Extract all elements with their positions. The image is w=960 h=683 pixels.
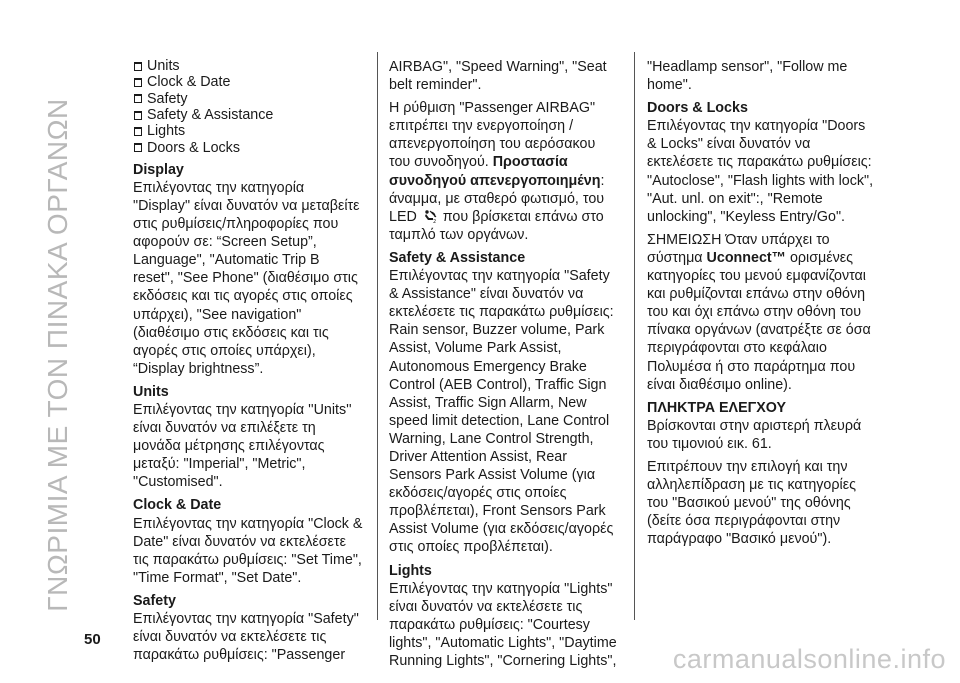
heading-safety-assistance: Safety & Assistance	[389, 249, 526, 266]
bullet-label: Clock & Date	[147, 74, 231, 91]
bullet-item	[133, 107, 363, 123]
passenger-airbag-off-icon	[423, 210, 437, 223]
bullet-item	[133, 123, 363, 139]
note-paragraph	[647, 231, 877, 394]
bullet-item	[133, 91, 363, 107]
airbag-led-text: : άναμμα, με σταθερό φωτισμό, του LED	[389, 172, 605, 225]
bullet-box-icon	[134, 78, 142, 87]
heading-display: Display	[133, 161, 184, 178]
bullet-label: Safety & Assistance	[147, 107, 274, 123]
safety-paragraph: Επιλέγοντας την κατηγορία "Safety" είναι δυνατόν να εκτελέσετε τις παρακάτω ρυθμίσεις: "Passenger	[133, 611, 359, 664]
airbag-location-text: που βρίσκεται επάνω στο ταμπλό των οργάνων.	[389, 208, 604, 243]
lights-paragraph: Επιλέγοντας την κατηγορία "Lights" είναι δυνατόν να εκτελέσετε τις παρακάτω ρυθμίσεις: "Courtesy lights", "Automatic Lights", "Daytime Running Lights", "Cornering Lights",	[389, 580, 617, 669]
bullet-box-icon	[134, 94, 142, 103]
keys-function-paragraph: Επιτρέπουν την επιλογή και την αλληλεπίδραση με τις κατηγορίες του "Βασικού μενού" της οθόνης (δείτε όσα περιγράφονται στην παράγραφο "Βασικό μενού").	[647, 458, 856, 548]
note-text-continued: ορισμένες κατηγορίες του μενού εμφανίζονται και ρυθμίζονται επάνω στην οθόνη του και όχι επάνω στην οθόνη του πίνακα οργάνων (ανατρέξτε σε όσα περιγράφονται στο κεφάλαιο Πολυμέσα ή στο παράρτημα που είναι διαθέσιμο online).	[647, 249, 871, 393]
uconnect-term: Uconnect™	[706, 249, 786, 266]
bullet-box-icon	[134, 143, 142, 152]
safety-continued-paragraph: AIRBAG", "Speed Warning", "Seat belt reminder".	[389, 59, 607, 94]
column-divider	[377, 52, 378, 620]
column-1	[133, 58, 363, 664]
bullet-item	[133, 139, 363, 155]
passenger-airbag-paragraph	[389, 99, 617, 244]
heading-units: Units	[133, 383, 169, 400]
bullet-item	[133, 74, 363, 90]
note-text: ΣΗΜΕΙΩΣΗ Όταν υπάρχει το σύστημα	[647, 231, 830, 266]
lights-continued-paragraph: "Headlamp sensor", "Follow me home".	[647, 59, 848, 94]
clock-paragraph: Επιλέγοντας την κατηγορία "Clock & Date" είναι δυνατόν να εκτελέσετε τις παρακάτω ρυθμίσεις: "Set Time", "Time Format", "Set Date".	[133, 515, 363, 586]
chapter-side-title: ΓΝΩΡΙΜΙΑ ΜΕ ΤΟΝ ΠΙΝΑΚΑ ΟΡΓΑΝΩΝ	[42, 98, 73, 612]
watermark: carmanualsonline.info	[672, 644, 946, 674]
heading-doors-locks: Doors & Locks	[647, 100, 748, 117]
safety-assistance-paragraph: Επιλέγοντας την κατηγορία "Safety & Assistance" είναι δυνατόν να εκτελέσετε τις παρακάτω ρυθμίσεις: Rain sensor, Buzzer volume, Park Assist, Volume Park Assist, Autonomous Emergency Brake Control (AEB Control), Traffic Sign Assist, Traffic Sign Allarm, New speed limit detection, Lane Control Warning, Lane Control Strength, Driver Attention Assist, Rear Sensors Park Assist Volume (για εκδόσεις/αγορές στις οποίες προβλέπεται), Front Sensors Park Assist Volume (για εκδόσεις/αγορές στις οποίες προβλέπεται).	[389, 268, 614, 556]
airbag-disabled-term: Προστασία συνοδηγού απενεργοποιημένη	[389, 154, 601, 189]
heading-clock-date: Clock & Date	[133, 497, 222, 514]
bullet-label: Safety	[147, 90, 188, 107]
display-paragraph: Επιλέγοντας την κατηγορία "Display" είναι δυνατόν να μεταβείτε στις ρυθμίσεις/πληροφορίες που αφορούν σε: “Screen Setup”, Language", "Automatic Trip B reset", "See Phone" (διαθέσιμο στις εκδόσεις και τις αγορές στις οποίες υπάρχει), "See navigation" (διαθέσιμο στις εκδόσεις και τις αγορές στις οποίες υπάρχει), “Display brightness”.	[133, 179, 360, 377]
bullet-box-icon	[134, 127, 142, 136]
doors-paragraph: Επιλέγοντας την κατηγορία "Doors & Locks" είναι δυνατόν να εκτελέσετε τις παρακάτω ρυθμίσεις: "Autoclose", "Flash lights with lock", "Aut. unl. on exit":, "Remote unlocking", "Keyless Entry/Go".	[647, 118, 874, 225]
bullet-box-icon	[134, 111, 142, 120]
airbag-text: Η ρύθμιση "Passenger AIRBAG" επιτρέπει την ενεργοποίηση / απενεργοποίηση του αερόσακου του συνοδηγού.	[389, 100, 596, 171]
bullet-label: Lights	[147, 123, 186, 140]
keys-location-paragraph: Βρίσκονται στην αριστερή πλευρά του τιμονιού εικ. 61.	[647, 417, 862, 452]
heading-safety: Safety	[133, 592, 176, 609]
bullet-label: Doors & Locks	[147, 139, 240, 156]
column-3	[647, 58, 877, 548]
units-paragraph: Επιλέγοντας την κατηγορία ''Units'' είναι δυνατόν να επιλέξετε τη μονάδα μέτρησης επιλέγοντας μεταξύ: "Imperial", "Metric", "Customised".	[133, 402, 352, 491]
column-2	[389, 58, 617, 670]
page-number: 50	[84, 631, 101, 648]
column-divider	[634, 52, 635, 620]
bullet-item	[133, 58, 363, 74]
heading-lights: Lights	[389, 562, 432, 579]
bullet-label: Units	[147, 58, 180, 75]
heading-control-keys: ΠΛΗΚΤΡΑ ΕΛΕΓΧΟΥ	[647, 399, 787, 416]
menu-bullet-list	[133, 58, 363, 156]
bullet-box-icon	[134, 62, 142, 71]
svg-text:2: 2	[432, 218, 436, 223]
